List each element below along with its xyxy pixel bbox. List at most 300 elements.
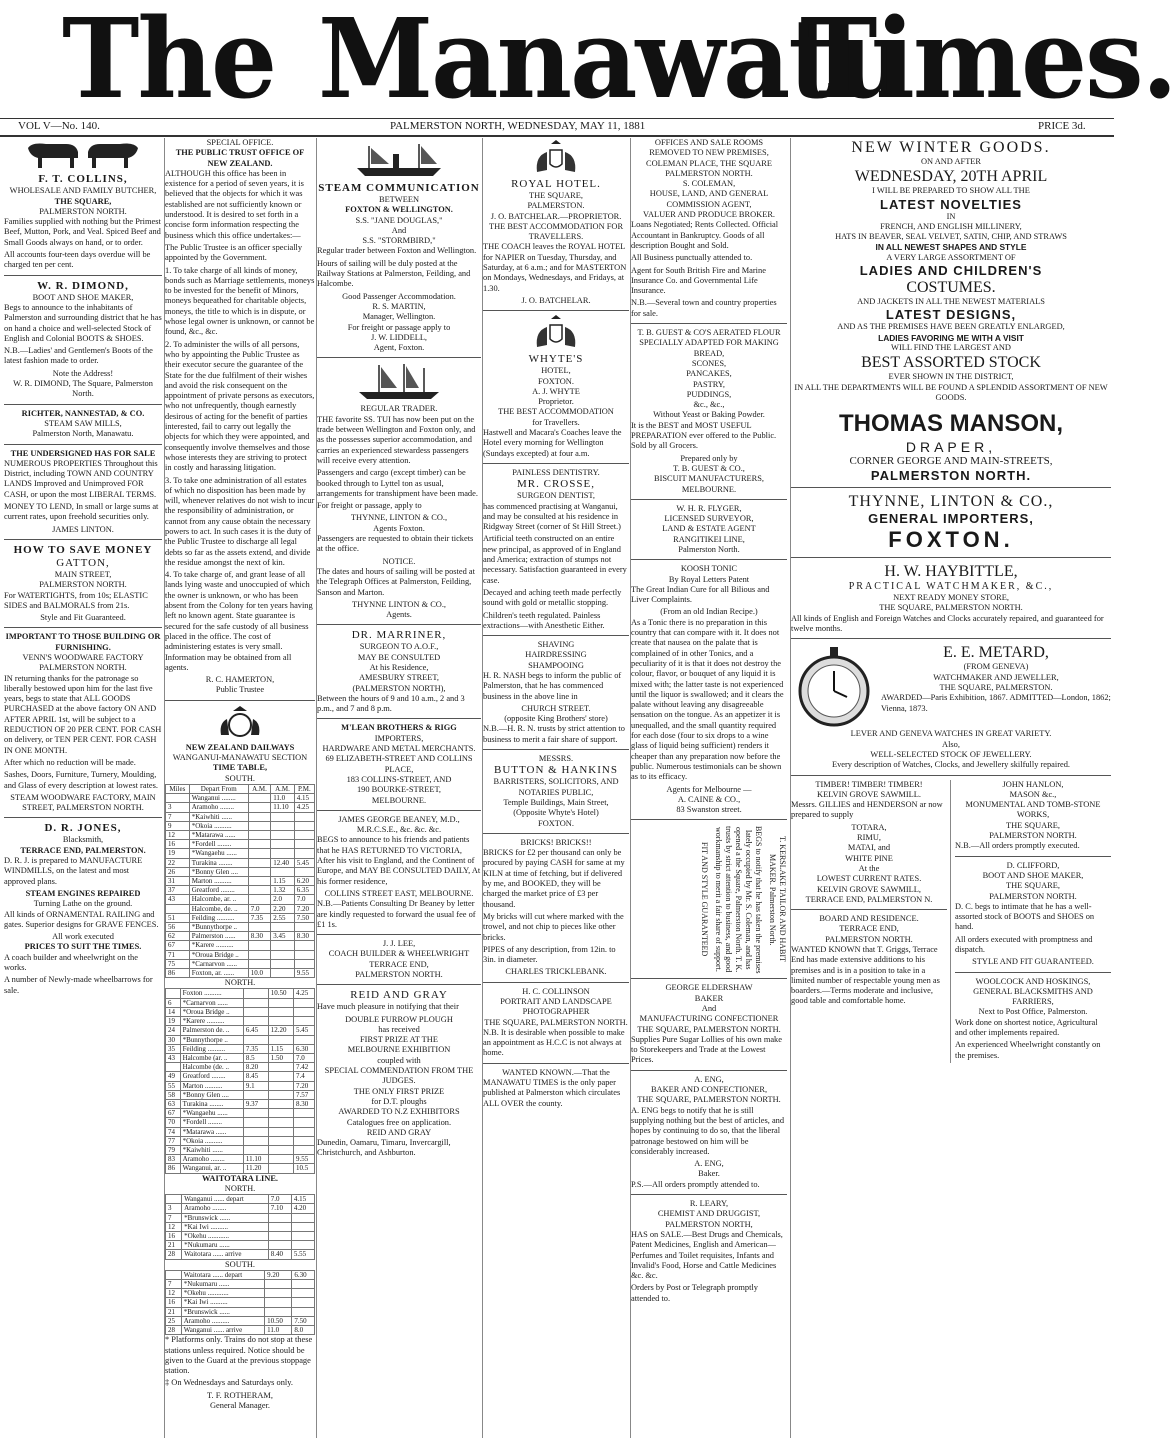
timetable-cell: 19: [166, 1017, 181, 1026]
collins-trade: WHOLESALE AND FAMILY BUTCHER,: [9, 186, 157, 196]
coleman-name: S. COLEMAN,: [682, 179, 736, 189]
winter-designs: LATEST DESIGNS,: [885, 307, 1017, 323]
koosh-agents: Agents for Melbourne —: [666, 784, 752, 794]
timetable-cell: 31: [166, 876, 190, 885]
waitotara-south-row: [166, 1289, 315, 1298]
timetable-cell: [294, 830, 314, 839]
timetable-cell: 70: [166, 1118, 181, 1127]
metard-lever: LEVER AND GENEVA WATCHES IN GREAT VARIETY.: [850, 729, 1052, 739]
timetable-cell: 6.45: [243, 1026, 268, 1035]
timetable-cell: Wanganui ...... arrive: [181, 1326, 264, 1335]
timetable-cell: [271, 830, 295, 839]
royal-proprietor: J. O. BATCHELAR.—PROPRIETOR.: [490, 211, 622, 221]
timetable-cell: 2.0: [271, 895, 295, 904]
timetable-cell: [248, 922, 270, 931]
hanlon-address: THE SQUARE,: [1006, 820, 1060, 830]
bricks-pipes: PIPES of any description, from 12in. to 3in. in diameter.: [483, 944, 616, 965]
dimond-trade: BOOT AND SHOE MAKER,: [32, 292, 134, 302]
timetable-cell: 7.4: [294, 1072, 315, 1081]
timetable-cell: *Okehu ............: [181, 1289, 264, 1298]
metard-trade: WATCHMAKER AND JEWELLER,: [933, 672, 1059, 682]
timetable-cell: [271, 959, 295, 968]
rail-note-2: ‡ On Wednesdays and Saturdays only.: [165, 1378, 293, 1388]
timetable-cell: *Matarawa ......: [180, 1127, 243, 1136]
timetable-cell: [294, 849, 314, 858]
hanlon-mason: MASON &c.,: [1009, 789, 1057, 799]
timetable-cell: 4.25: [294, 989, 315, 998]
timetable-cell: 9: [166, 821, 190, 830]
steam-agent: J. W. LIDDELL,: [370, 332, 428, 342]
waitotara-north-row: [166, 1241, 315, 1250]
shaving-address: CHURCH STREET.: [521, 703, 591, 713]
timetable-cell: [166, 1270, 182, 1279]
timetable-cell: 71: [166, 950, 190, 959]
office-p4: 3. To take one administration of all estates of which no disposition has been made by will, whenever relatives do not wish to incur the responsibility of administration, or cannot from any cause obtain the necessary powers to act. In such cases it is the duty of the Public Trustee to discharge all legal debts so far as the assets extend, and divide the residue amongst the next of kin.: [165, 475, 315, 567]
timetable-cell: Aramoho ........: [180, 1155, 243, 1164]
cattle-illustration: [4, 138, 162, 173]
timetable-cell: [294, 1017, 315, 1026]
timetable-cell: [166, 1063, 181, 1072]
guest-item: &c., &c.,: [693, 400, 725, 410]
gatton-style: Style and Fit Guaranteed.: [40, 613, 126, 623]
timetable-cell: [243, 1090, 268, 1099]
rail-north-row: [166, 1017, 315, 1026]
timetable-cell: [265, 1298, 292, 1307]
tui-tickets: Passengers are requested to obtain their tickets at the office.: [317, 534, 474, 554]
gatton-name: GATTON,: [56, 556, 110, 569]
timetable-cell: 7.35: [248, 913, 270, 922]
timetable-cell: 12: [166, 830, 190, 839]
reid-plough: DOUBLE FURROW PLOUGH: [345, 1014, 453, 1024]
timetable-cell: *Nukumaru ......: [181, 1280, 264, 1289]
rail-north-row: [166, 1155, 315, 1164]
collins-name: F. T. COLLINS,: [38, 173, 128, 186]
reid-catalogues: Catalogues free on application.: [346, 1117, 452, 1127]
timetable-cell: [268, 1063, 293, 1072]
steam-freight: For freight or passage apply to: [347, 322, 451, 332]
office-body: ALTHOUGH this office has been in existence for a period of seven years, it is believed that the objects for which it was established are not sufficiently known or understood. It is desired to set forth in a concise form information respecting the business which this office undertakes:—: [165, 168, 304, 240]
reid-exhibition: MELBOURNE EXHIBITION: [347, 1045, 451, 1055]
winter-shapes: IN ALL NEWEST SHAPES AND STYLE: [875, 242, 1027, 253]
timber-types: [791, 823, 947, 864]
timetable-cell: [248, 876, 270, 885]
eng-ps: P.S.—All orders promptly attended to.: [631, 1179, 760, 1189]
winter-in: IN: [946, 211, 956, 221]
winter-departments: IN ALL THE DEPARTMENTS WILL BE FOUND A SPLENDID ASSORTMENT OF NEW GOODS.: [794, 382, 1108, 402]
guest-item: PANCAKES,: [686, 369, 732, 379]
timetable-cell: [294, 867, 314, 876]
timber-heading: TIMBER! TIMBER! TIMBER!: [815, 779, 923, 789]
masthead-word-times: Times.: [800, 0, 1176, 124]
kerslake-name: T. KERSLAKE TAILOR AND HABIT MAKER. Palmerston North.: [768, 836, 787, 963]
rail-south-row: [166, 803, 315, 812]
tui-heading: REGULAR TRADER.: [360, 404, 438, 414]
timetable-cell: [271, 840, 295, 849]
timetable-cell: 1.32: [271, 886, 295, 895]
cow-icon: [84, 138, 144, 170]
button-address: Temple Buildings, Main Street,: [503, 797, 609, 807]
rail-timetable-title: TIME TABLE,: [212, 763, 268, 773]
waitotara-south-row: [166, 1298, 315, 1307]
winter-costumes: COSTUMES.: [906, 279, 996, 297]
royal-hotel-name: ROYAL HOTEL.: [511, 178, 601, 190]
guest-signature: T. B. GUEST & CO.,: [673, 463, 745, 473]
koosh-body-3: As a Tonic there is no preparation in this country that can compare with it. It does not create that nausea on the palate that is complained of in other Tonics, and a peculiarity of it is that it does not destroy the colour, flavor, or bouquet of any liquid it is mixed with; the latter taste is not experienced until the liquor is swallowed; and it clears the palate without leaving any disagreeable sensation on the tongue. As an appetizer it is unequalled, and the small quantity required for each dose (four to six drops to a wine glass of liquid being sufficient) renders it cheaper than any preparation now before the public. Numerous testimonials can be shown as to its efficacy.: [631, 617, 784, 782]
richter-name: RICHTER, NANNESTAD, & CO.: [21, 408, 145, 418]
timetable-cell: [291, 1241, 314, 1250]
timber-signature-2: TERRACE END, PALMERSTON N.: [805, 894, 933, 904]
timetable-cell: Halcombe (de. ..: [180, 1063, 243, 1072]
column-1: [4, 138, 162, 1438]
timetable-cell: Halcombe, ar. ..: [189, 895, 248, 904]
dentist-body-3: Decayed and aching teeth made perfectly sound with gold or metallic stopping.: [483, 587, 622, 608]
reid-nz: AWARDED TO N.Z EXHIBITORS: [338, 1107, 460, 1117]
reid-signature: REID AND GRAY: [366, 1127, 432, 1137]
flyger-name: W. H. R. FLYGER,: [676, 503, 742, 513]
timetable-cell: [294, 1136, 315, 1145]
timetable-cell: 11.0: [265, 1326, 292, 1335]
thynne-town: FOXTON.: [888, 527, 1014, 553]
timetable-cell: *Wangaehu ......: [180, 1109, 243, 1118]
timetable-cell: [166, 989, 181, 998]
timetable-cell: [248, 886, 270, 895]
collinson-trade: PORTRAIT AND LANDSCAPE: [500, 997, 612, 1006]
rail-heading: NEW ZEALAND DAILWAYS: [185, 742, 295, 752]
timetable-cell: 4.15: [294, 794, 314, 803]
timetable-cell: 7.0: [268, 1195, 291, 1204]
timetable-cell: 9.20: [265, 1270, 292, 1279]
timetable-cell: *Karere ..........: [189, 941, 248, 950]
coleman-trade: HOUSE, LAND, AND GENERAL COMMISSION AGENT,: [649, 189, 769, 209]
guest-items: [631, 349, 787, 411]
timetable-cell: 3: [166, 1204, 182, 1213]
winter-favor: LADIES FAVORING ME WITH A VISIT: [878, 332, 1024, 343]
column-6: [790, 138, 1111, 1438]
sale-heading: THE UNDERSIGNED HAS FOR SALE: [10, 448, 156, 458]
timetable-cell: 26: [166, 867, 190, 876]
timetable-cell: 7.57: [294, 1090, 315, 1099]
waitotara-south-table: [165, 1270, 315, 1335]
winter-date: WEDNESDAY, 20TH APRIL: [854, 168, 1048, 186]
timetable-cell: [292, 1298, 315, 1307]
office-signature-title: Public Trustee: [215, 685, 265, 695]
winter-french: FRENCH, AND ENGLISH MILLINERY,: [880, 221, 1022, 231]
timetable-cell: [291, 1222, 314, 1231]
dimond-name: W. R. DIMOND,: [37, 279, 129, 292]
timetable-cell: [294, 950, 314, 959]
issue-line: [0, 118, 1114, 137]
timetable-cell: 58: [166, 1090, 181, 1099]
eldershaw-address: THE SQUARE, PALMERSTON NORTH.: [637, 1024, 781, 1034]
collinson-name: H. C. COLLINSON: [522, 986, 590, 996]
timetable-cell: 6.20: [294, 876, 314, 885]
rail-north-row: [166, 989, 315, 998]
masthead: [0, 0, 1176, 124]
timetable-cell: 86: [166, 1164, 181, 1173]
rail-north-row: [166, 1007, 315, 1016]
timetable-cell: Feilding ..........: [180, 1044, 243, 1053]
rail-north-row: [166, 1053, 315, 1062]
timetable-cell: [268, 1118, 293, 1127]
timetable-cell: [271, 867, 295, 876]
collins-address: THE SQUARE,: [54, 196, 112, 206]
rail-south-row: [166, 867, 315, 876]
timetable-cell: 30: [166, 1035, 181, 1044]
whyte-coach: Hastwell and Macara's Coaches leave the Hotel every morning for Wellington (Sundays excepted) at four a.m.: [483, 428, 622, 458]
timetable-cell: 16: [166, 1298, 182, 1307]
clifford-style: STYLE AND FIT GUARANTEED.: [972, 957, 1094, 967]
timetable-cell: 12: [166, 1289, 182, 1298]
lee-town: PALMERSTON NORTH.: [355, 970, 443, 979]
button-town: FOXTON.: [538, 818, 574, 828]
rail-south-row: [166, 830, 315, 839]
clifford-trade: BOOT AND SHOE MAKER,: [982, 870, 1084, 880]
jones-executed: All work executed: [52, 932, 114, 942]
timetable-cell: 7.42: [294, 1063, 315, 1072]
timetable-cell: [248, 959, 270, 968]
jones-turning: Turning Lathe on the ground.: [33, 899, 133, 909]
rail-south-row: [166, 849, 315, 858]
timetable-cell: 11.20: [243, 1164, 268, 1173]
eldershaw-body: Supplies Pure Sugar Lollies of his own make to Storekeepers and Trade at the Lowest Prices.: [631, 1034, 782, 1065]
steam-heading: STEAM COMMUNICATION: [318, 182, 480, 194]
timetable-cell: 51: [166, 913, 190, 922]
timetable-cell: 67: [166, 1109, 181, 1118]
hanlon-name: JOHN HANLON,: [1002, 779, 1064, 789]
waitotara-heading: WAITOTARA LINE.: [201, 1173, 278, 1183]
jones-trade: Blacksmith,: [62, 835, 104, 845]
timetable-cell: [166, 904, 190, 913]
timetable-cell: [294, 1035, 315, 1044]
marriner-title: SURGEON TO A.O.F.,: [359, 642, 439, 652]
timetable-cell: [294, 1118, 315, 1127]
winter-goods-heading: NEW WINTER GOODS.: [851, 139, 1051, 156]
timetable-cell: [292, 1289, 315, 1298]
steam-ships-2: S.S. "STORMBIRD,": [362, 236, 436, 246]
dentist-body-2: Artificial teeth constructed on an entire new principal, as approved of in England and America; extraction of stumps not necessary. Satisfaction guaranteed in every case.: [483, 534, 627, 585]
timetable-cell: [248, 821, 270, 830]
timetable-cell: *Carnarvon ......: [189, 959, 248, 968]
timetable-cell: 7.20: [294, 1081, 315, 1090]
rail-south-row: [166, 932, 315, 941]
timetable-cell: [248, 950, 270, 959]
metard-every: Every description of Watches, Clocks, and Jewellery skilfully repaired.: [831, 760, 1071, 770]
furniture-body: IN returning thanks for the patronage so liberally bestowed upon him for the last five years, begs to state that ALL GOODS PURCHASED at the above factory ON AND AFTER APRIL 1st, will be subject to a REDUCTION OF 20 PER CENT. FOR CASH on delivery, or TEN PER CENT. FOR CASH IN ONE MONTH.: [4, 673, 162, 755]
timetable-cell: *Okehu ............: [182, 1231, 269, 1240]
shaving-heading: SHAVING: [537, 640, 575, 650]
timetable-cell: 8.5: [243, 1053, 268, 1062]
eldershaw-trade: BAKER: [694, 993, 724, 1003]
timetable-cell: [271, 812, 295, 821]
royal-address: THE SQUARE,: [529, 191, 583, 200]
tui-signature-title: Agents.: [386, 610, 412, 620]
timetable-cell: [294, 1145, 315, 1154]
board-town: PALMERSTON NORTH.: [825, 934, 913, 944]
kerslake-body: BEGS to notify that he has taken the premises lately occupied by Mr. S. Coleman, and has opened a the Square, Palmerston North. T. K. trusts by strict attention to business, and good workmanship to merit a fair share of support.: [714, 825, 763, 974]
timetable-cell: [268, 1222, 291, 1231]
whyte-proprietor: A. J. WHYTE: [532, 386, 580, 396]
winter-on-after: ON AND AFTER: [920, 157, 982, 166]
reid-prize: FIRST PRIZE AT THE: [360, 1035, 438, 1045]
haybittle-name: H. W. HAYBITTLE,: [884, 563, 1018, 581]
rail-north-row: [166, 1026, 315, 1035]
eldershaw-trade-2: MANUFACTURING CONFECTIONER: [639, 1014, 779, 1024]
royal-crest-icon: [215, 705, 265, 741]
timetable-cell: 74: [166, 1127, 181, 1136]
rail-north-row: [166, 1127, 315, 1136]
masthead-word-manawatu: Manawatu: [318, 0, 909, 124]
timetable-cell: 1.15: [268, 1044, 293, 1053]
steam-regular: Regular trader between Foxton and Wellington.: [317, 246, 477, 256]
timetable-cell: 7.0: [294, 895, 314, 904]
timetable-cell: *Bunnythorpe ..: [189, 922, 248, 931]
button-opposite: (Opposite Whyte's Hotel): [513, 808, 599, 818]
timetable-cell: Foxton ..........: [180, 989, 243, 998]
steam-agent-title: Agent, Foxton.: [373, 343, 425, 353]
guest-name: T. B. GUEST & CO'S AERATED FLOUR: [637, 328, 781, 338]
waitotara-south-row: [166, 1270, 315, 1279]
steam-signature: R. S. MARTIN,: [372, 301, 426, 311]
koosh-body-2: (From an old Indian Recipe.): [660, 607, 758, 617]
timetable-cell: 7.35: [243, 1044, 268, 1053]
timetable-cell: [268, 1213, 291, 1222]
timetable-cell: 28: [166, 1326, 182, 1335]
coleman-agent: Agent for South British Fire and Marine Insurance Co. and Governmental Life Insurance.: [631, 265, 766, 296]
timetable-cell: 9.37: [243, 1099, 268, 1108]
timetable-cell: 10.5: [294, 1164, 315, 1173]
board-address: TERRACE END,: [839, 924, 899, 934]
timetable-cell: 9.55: [294, 968, 314, 977]
manson-address: CORNER GEORGE AND MAIN-STREETS,: [849, 455, 1053, 468]
timetable-cell: 25: [166, 1316, 182, 1325]
steam-and: And: [391, 225, 407, 235]
reid-only: THE ONLY FIRST PRIZE: [353, 1086, 445, 1096]
timetable-cell: [291, 1231, 314, 1240]
eldershaw-and: And: [701, 1004, 717, 1013]
mclean-address-2: 183 COLLINS-STREET, AND: [346, 774, 452, 784]
guest-item: PUDDINGS,: [686, 389, 732, 399]
timetable-cell: 4.20: [291, 1204, 314, 1213]
collinson-nb: N.B. It is desirable when possible to make an appointment as H.C.C is not always at home.: [483, 1027, 625, 1058]
timetable-cell: *Kai Iwi ..........: [181, 1298, 264, 1307]
timetable-cell: [294, 959, 314, 968]
timetable-cell: [243, 989, 268, 998]
coleman-body-2: All Business punctually attended to.: [631, 253, 753, 263]
waitotara-north-row: [166, 1213, 315, 1222]
timetable-cell: *Brunswick ......: [182, 1213, 269, 1222]
board-body: WANTED KNOWN that T. Griggs, Terrace End has made extensive additions to his premises and is in a position to take in a limited number of respectable young men as boarders.—Terms moderate and inclusive, good table and comfortable home.: [791, 944, 940, 1006]
timetable-cell: [265, 1280, 292, 1289]
jones-body: D. R. J. is prepared to MANUFACTURE WINDMILLS, on the latest and most approved plans.: [4, 856, 143, 886]
column-4: [482, 138, 629, 1438]
timetable-cell: Aramoho ........: [182, 1204, 269, 1213]
masthead-word-the: The: [62, 0, 276, 124]
steam-route: FOXTON & WELLINGTON.: [345, 205, 453, 215]
timetable-cell: 7.0: [248, 904, 270, 913]
waitotara-south-row: [166, 1307, 315, 1316]
timetable-cell: [248, 830, 270, 839]
timetable-cell: 56: [166, 922, 190, 931]
column-2: [164, 138, 315, 1438]
timetable-cell: [248, 803, 270, 812]
timetable-header-cell: A.M.: [271, 784, 295, 793]
timetable-header-cell: A.M.: [248, 784, 270, 793]
timber-rates: LOWEST CURRENT RATES.: [816, 874, 922, 884]
metard-award: AWARDED—Paris Exhibition, 1867. ADMITTED—London, 1862; Vienna, 1873.: [881, 693, 1111, 713]
timetable-cell: 1.15: [271, 876, 295, 885]
timetable-cell: [265, 1307, 292, 1316]
timetable-cell: 21: [166, 1241, 182, 1250]
office-title: THE PUBLIC TRUST OFFICE OF NEW ZEALAND.: [175, 148, 305, 168]
whyte-name: WHYTE'S: [528, 353, 584, 366]
leary-name: R. LEARY,: [689, 1199, 729, 1209]
tui-notice: NOTICE.: [382, 556, 416, 566]
royal-arms-icon: [531, 140, 581, 176]
koosh-sub: By Royal Letters Patent: [668, 574, 750, 584]
collinson-address: THE SQUARE, PALMERSTON NORTH.: [484, 1017, 628, 1027]
steam-between: BETWEEN: [378, 195, 419, 204]
thynne-trade: GENERAL IMPORTERS,: [868, 511, 1034, 527]
timetable-cell: 14: [166, 1007, 181, 1016]
timetable-cell: [294, 1007, 315, 1016]
timber-signature: KELVIN GROVE SAWMILL,: [817, 884, 921, 894]
rail-north-row: [166, 1145, 315, 1154]
furniture-list: Sashes, Doors, Furniture, Turnery, Moulding, and Glass of every description at lowest rates.: [4, 770, 158, 790]
timetable-cell: [268, 1081, 293, 1090]
column-5: [630, 138, 787, 1438]
timetable-cell: *Kai Iwi ..........: [182, 1222, 269, 1231]
timetable-cell: 16: [166, 840, 190, 849]
timetable-cell: *Oroua Bridge ..: [180, 1007, 243, 1016]
gatton-street: MAIN STREET,: [54, 569, 112, 579]
timetable-cell: 43: [166, 1053, 181, 1062]
haybittle-body: All kinds of English and Foreign Watches and Clocks accurately repaired, and guaranteed for twelve months.: [791, 613, 1104, 634]
timetable-cell: [268, 1231, 291, 1240]
timetable-cell: [248, 858, 270, 867]
jones-ornamental: All kinds of ORNAMENTAL RAILING and gates. Superior designs for GRAVE FENCES.: [4, 909, 159, 929]
timetable-cell: 1.50: [268, 1053, 293, 1062]
reid-body: Have much pleasure in notifying that their: [317, 1002, 459, 1012]
timetable-cell: *Matarawa ......: [189, 830, 248, 839]
rail-south-row: [166, 959, 315, 968]
timetable-cell: *Nukumaru ......: [182, 1241, 269, 1250]
winter-hats: HATS IN BEAVER, SEAL VELVET, SATIN, CHIP, AND STRAWS: [835, 232, 1067, 242]
timetable-cell: Wanganui, ar. ..: [180, 1164, 243, 1173]
rail-south-table: [165, 784, 315, 978]
rail-north-row: [166, 1063, 315, 1072]
eng-signature: A. ENG,: [694, 1159, 724, 1169]
royal-coach: THE COACH leaves the ROYAL HOTEL for NAPIER on Tuesday, Thursday, and Saturday, at 6 a.m.; and for MASTERTON on Mondays, Wednesdays, and Fridays, at 1.30.: [483, 242, 627, 293]
timetable-cell: [271, 941, 295, 950]
collins-town: PALMERSTON NORTH.: [39, 206, 127, 216]
rail-north-row: [166, 1072, 315, 1081]
waitotara-north-table: [165, 1194, 315, 1259]
rail-north-row: [166, 1109, 315, 1118]
timetable-cell: [243, 1109, 268, 1118]
rail-south-row: [166, 876, 315, 885]
koosh-body: The Great Indian Cure for all Bilious and Liver Complaints.: [631, 584, 770, 605]
timetable-cell: *Oroua Bridge ..: [189, 950, 248, 959]
guest-town: MELBOURNE.: [681, 484, 737, 494]
leary-orders: Orders by Post or Telegraph promptly attended to.: [631, 1283, 758, 1303]
timetable-cell: Palmerston de. ..: [180, 1026, 243, 1035]
timetable-cell: 77: [166, 1136, 181, 1145]
timetable-cell: 86: [166, 968, 190, 977]
rail-south-row: [166, 858, 315, 867]
guest-manufacturer: BISCUIT MANUFACTURERS,: [654, 474, 764, 484]
bricks-signature: CHARLES TRICKLEBANK.: [505, 967, 607, 977]
steamship-icon: [349, 140, 449, 180]
